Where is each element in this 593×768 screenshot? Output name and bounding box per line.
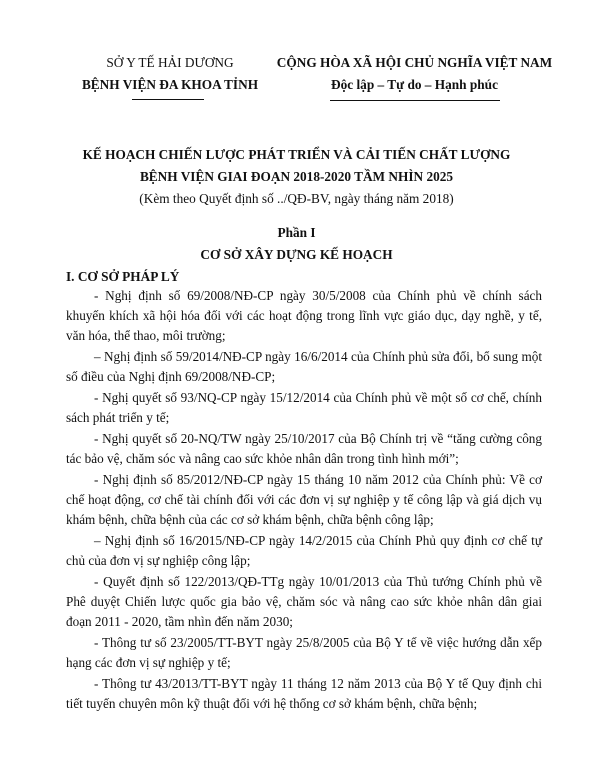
paragraph: - Thông tư số 23/2005/TT-BYT ngày 25/8/2005 của Bộ Y tế về việc hướng dẫn xếp hạng các đơn vị sự nghiệp y tế; [66,635,542,670]
part-title: CƠ SỞ XÂY DỰNG KẾ HOẠCH [200,247,393,262]
document-header [0,52,593,108]
agency-name: SỞ Y TẾ HẢI DƯƠNG [106,55,234,70]
paragraph: – Nghị định số 59/2014/NĐ-CP ngày 16/6/2014 của Chính phủ sửa đổi, bổ sung một số điều của Nghị định 69/2008/NĐ-CP; [66,349,542,384]
document-body [66,286,542,714]
part-heading [40,222,553,266]
title-line-1: KẾ HOẠCH CHIẾN LƯỢC PHÁT TRIỂN VÀ CẢI TIẾN CHẤT LƯỢNG [82,147,511,162]
national-heading [272,52,557,96]
paragraph: - Thông tư 43/2013/TT-BYT ngày 11 tháng 12 năm 2013 của Bộ Y tế Quy định chi tiết tuyến chuyên môn kỹ thuật đối với hệ thống cơ sở khám bệnh, chữa bệnh; [66,676,542,711]
country-name: CỘNG HÒA XÃ HỘI CHỦ NGHĨA VIỆT NAM [276,55,553,70]
issuing-body [70,52,270,96]
paragraph: - Nghị quyết số 93/NQ-CP ngày 15/12/2014 của Chính phủ về một số cơ chế, chính sách phát triển y tế; [66,390,542,425]
paragraph: - Nghị định số 69/2008/NĐ-CP ngày 30/5/2008 của Chính phủ về chính sách khuyến khích xã hội hóa đối với các hoạt động trong lĩnh vực giáo dục, dạy nghề, y tế, văn hóa, thể thao, môi trường; [66,288,542,343]
paragraph: - Nghị quyết số 20-NQ/TW ngày 25/10/2017 của Bộ Chính trị về “tăng cường công tác bảo vệ, chăm sóc và nâng cao sức khỏe nhân dân trong tình hình mới”; [66,431,542,466]
motto-underline [330,100,500,101]
hospital-underline [132,99,204,100]
part-label: Phần I [277,225,316,240]
hospital-name: BỆNH VIỆN ĐA KHOA TỈNH [81,77,259,92]
paragraph: - Quyết định số 122/2013/QĐ-TTg ngày 10/01/2013 của Thủ tướng Chính phủ về Phê duyệt Chiến lược quốc gia bảo vệ, chăm sóc và nâng cao sức khỏe nhân dân giai đoạn 2011 - 2020, tầm nhìn đến năm 2030; [66,574,542,629]
section-heading: I. CƠ SỞ PHÁP LÝ [66,269,180,284]
title-line-2: BỆNH VIỆN GIAI ĐOẠN 2018-2020 TẦM NHÌN 2025 [139,169,454,184]
paragraph: – Nghị định số 16/2015/NĐ-CP ngày 14/2/2015 của Chính Phủ quy định cơ chế tự chủ của đơn vị sự nghiệp công lập; [66,533,542,568]
paragraph: - Nghị định số 85/2012/NĐ-CP ngày 15 tháng 10 năm 2012 của Chính phủ: Về cơ chế hoạt động, cơ chế tài chính đối với các đơn vị sự nghiệp y tế công lập và giá dịch vụ khám bệnh, chữa bệnh của các cơ sở khám bệnh, chữa bệnh công lập; [66,472,542,527]
national-motto: Độc lập – Tự do – Hạnh phúc [331,77,498,92]
title-subtitle: (Kèm theo Quyết định số ../QĐ-BV, ngày tháng năm 2018) [139,191,454,206]
document-title [40,144,553,210]
